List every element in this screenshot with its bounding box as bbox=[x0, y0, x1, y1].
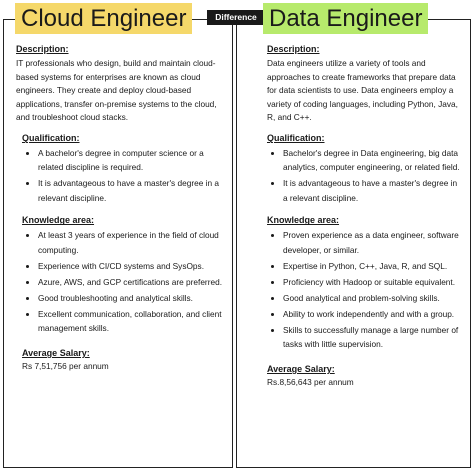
right-description-heading: Description: bbox=[267, 44, 320, 54]
list-item: • It is advantageous to have a master's degree in a relevant discipline. bbox=[283, 176, 460, 205]
right-description-text: Data engineers utilize a variety of tools and approaches to create frameworks that prepare data for data scientists to use. Data engineers employ a variety of coding languages, including Python, Java, R, and C++. bbox=[267, 58, 458, 123]
left-salary-heading: Average Salary: bbox=[22, 347, 90, 358]
list-item: • Expertise in Python, C++, Java, R, and SQL. bbox=[283, 259, 460, 274]
left-description-heading: Description: bbox=[16, 44, 69, 54]
difference-label: Difference bbox=[207, 10, 265, 25]
list-item: • Proven experience as a data engineer, software developer, or similar. bbox=[283, 228, 460, 257]
list-item: • Excellent communication, collaboration, and client management skills. bbox=[38, 307, 222, 336]
list-item: • Experience with CI/CD systems and SysOps. bbox=[38, 259, 222, 274]
left-knowledge-heading: Knowledge area: bbox=[22, 215, 95, 226]
list-item: • Good analytical and problem-solving skills. bbox=[283, 291, 460, 306]
right-knowledge-list bbox=[267, 228, 460, 352]
cloud-engineer-title: Cloud Engineer bbox=[15, 3, 192, 34]
list-item: • A bachelor's degree in computer science or a related discipline is required. bbox=[38, 146, 222, 175]
right-qualification-list bbox=[267, 146, 460, 206]
cloud-engineer-panel bbox=[3, 19, 233, 468]
left-description-text: IT professionals who design, build and maintain cloud-based systems for enterprises are known as cloud engineers. They create and deploy cloud-based applications, transfer on-premise systems to the cloud, and troubleshoot cloud stacks. bbox=[16, 58, 217, 123]
right-salary-value: Rs.8,56,643 per annum bbox=[267, 376, 354, 387]
list-item: • Skills to successfully manage a large number of tasks with little supervision. bbox=[283, 323, 460, 352]
left-knowledge-list bbox=[22, 228, 222, 336]
left-qualification-list bbox=[22, 146, 222, 206]
data-engineer-title: Data Engineer bbox=[263, 3, 428, 34]
list-item: • Proficiency with Hadoop or suitable equivalent. bbox=[283, 275, 460, 290]
left-salary-value: Rs 7,51,756 per annum bbox=[22, 360, 109, 371]
list-item: • Bachelor's degree in Data engineering, big data analytics, computer engineering, or related field. bbox=[283, 146, 460, 175]
right-qualification-heading: Qualification: bbox=[267, 132, 325, 143]
right-knowledge-heading: Knowledge area: bbox=[267, 215, 340, 226]
list-item: • Azure, AWS, and GCP certifications are preferred. bbox=[38, 275, 222, 290]
list-item: • At least 3 years of experience in the field of cloud computing. bbox=[38, 228, 222, 257]
right-salary-heading: Average Salary: bbox=[267, 363, 335, 374]
list-item: • It is advantageous to have a master's degree in a relevant discipline. bbox=[38, 176, 222, 205]
data-engineer-panel bbox=[236, 19, 471, 468]
list-item: • Ability to work independently and with a group. bbox=[283, 307, 460, 322]
list-item: • Good troubleshooting and analytical skills. bbox=[38, 291, 222, 306]
left-qualification-heading: Qualification: bbox=[22, 132, 80, 143]
